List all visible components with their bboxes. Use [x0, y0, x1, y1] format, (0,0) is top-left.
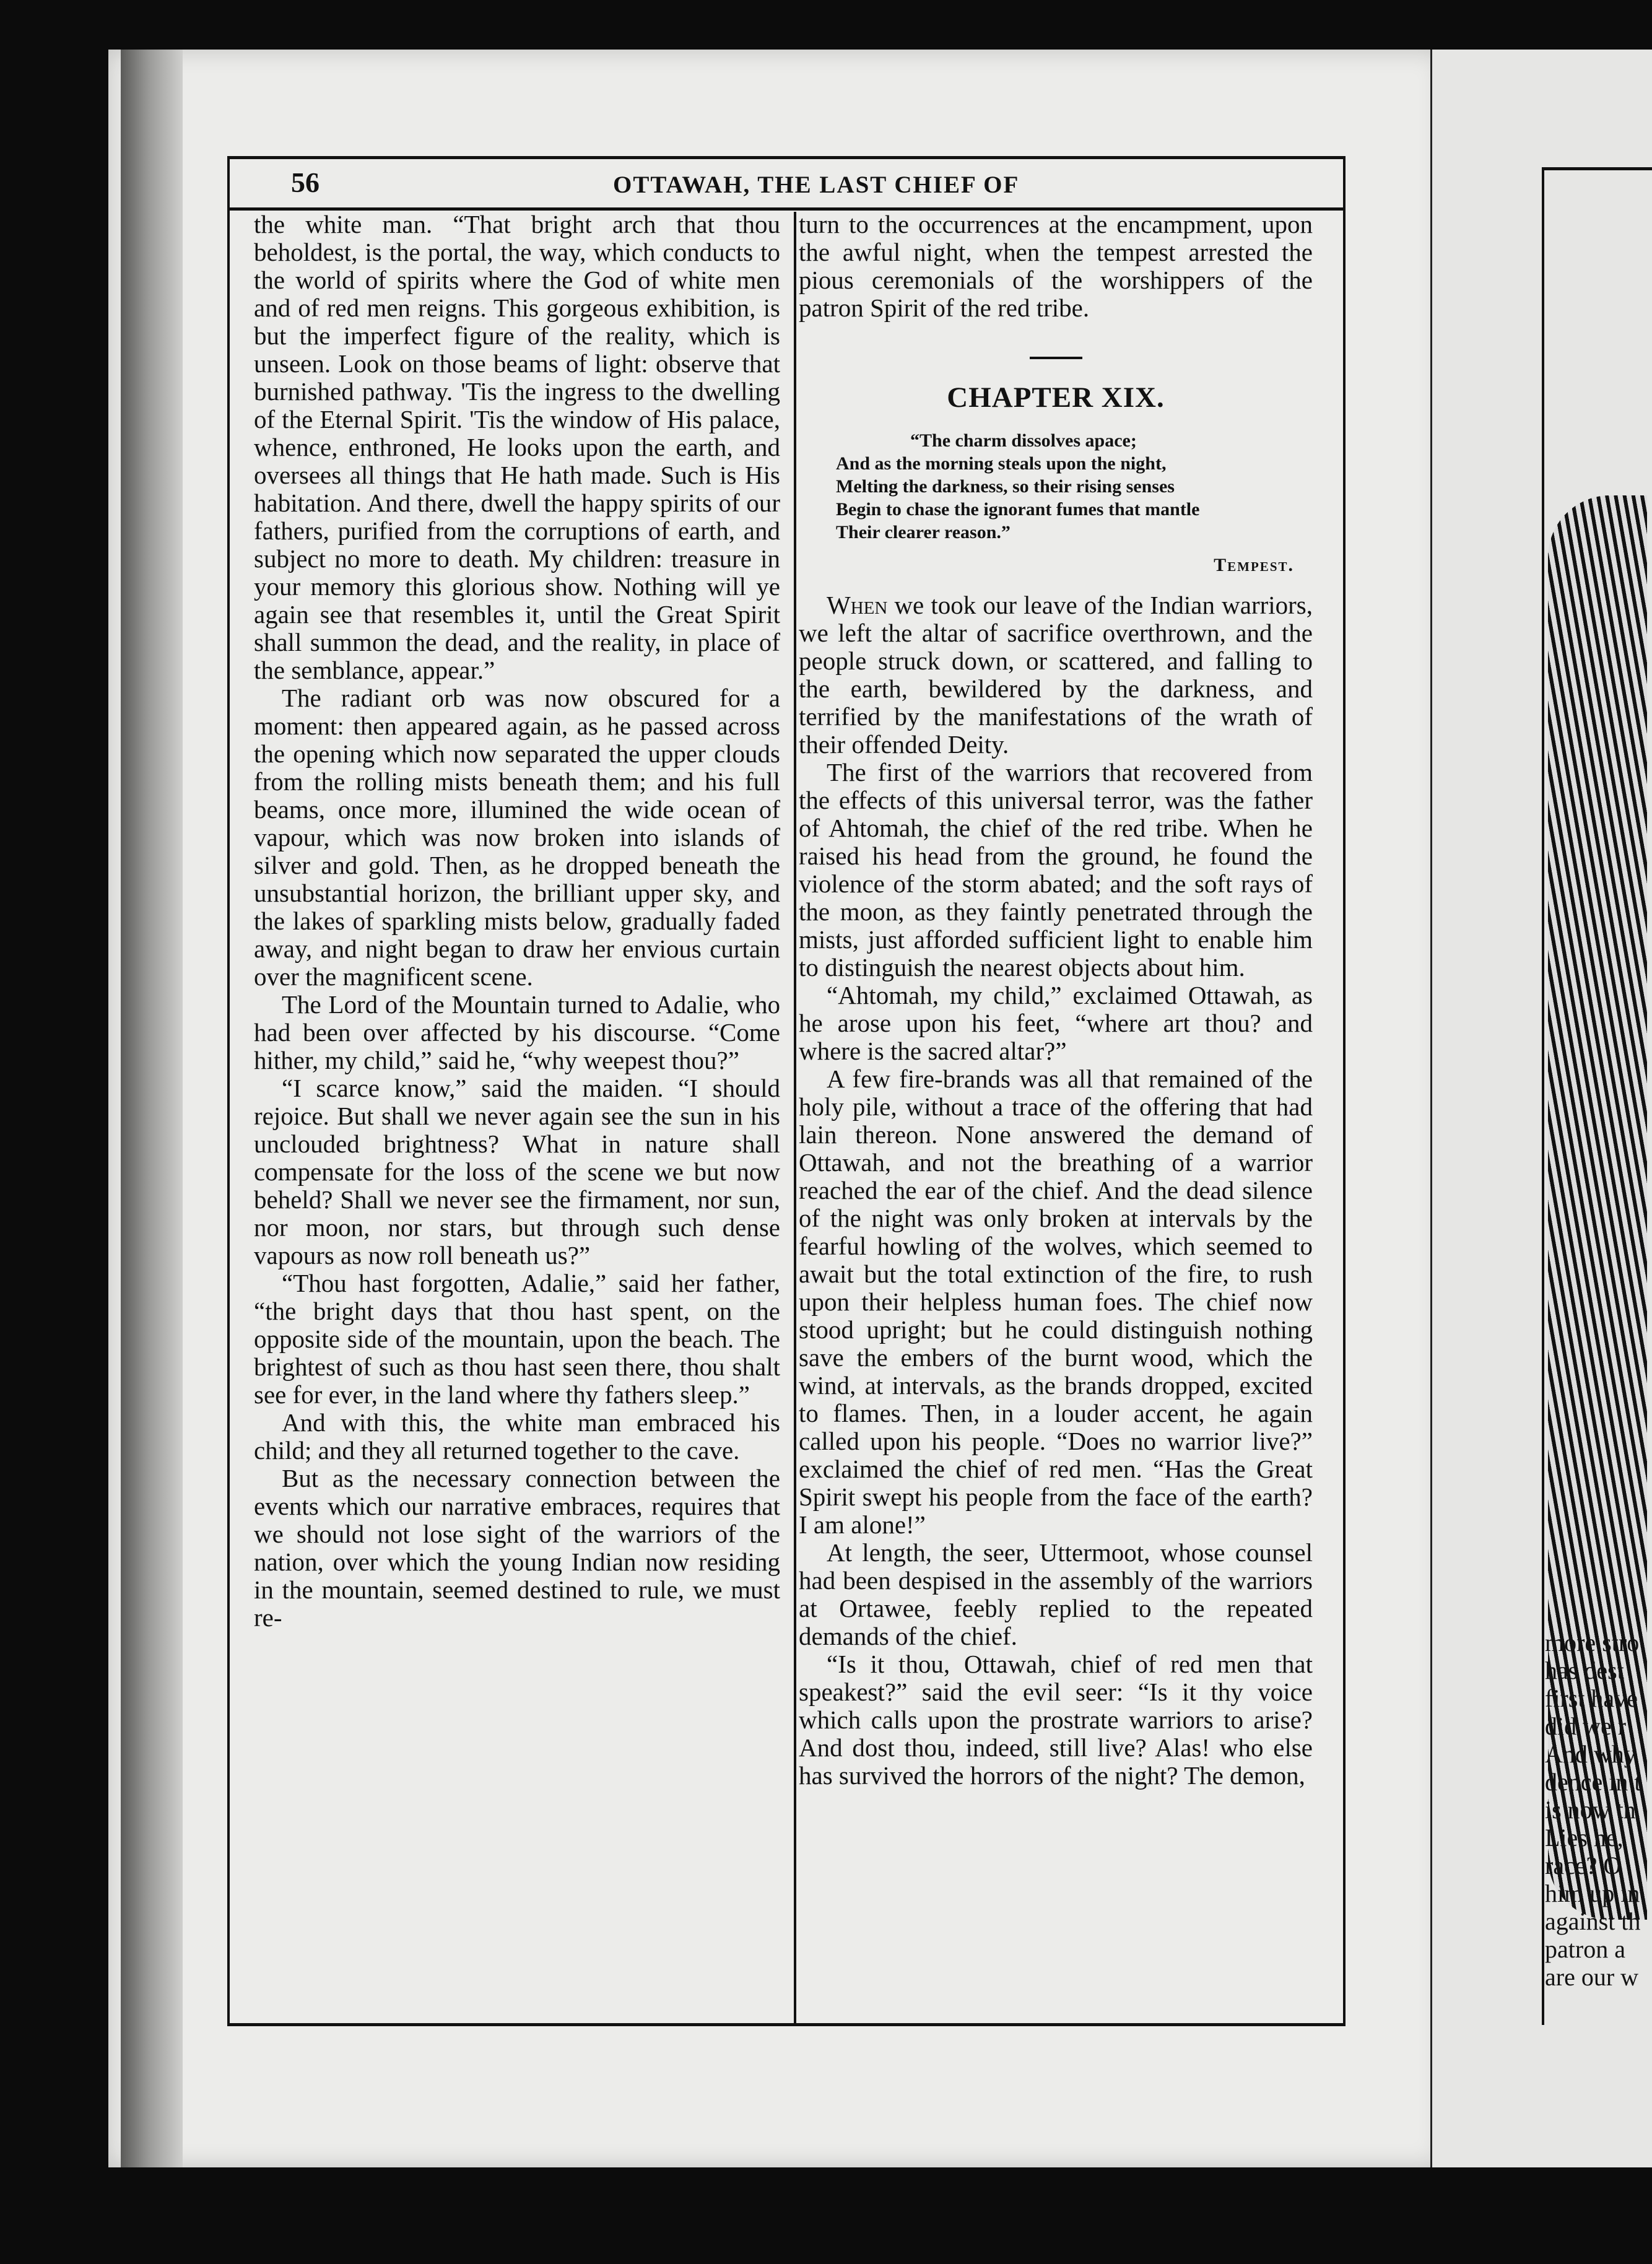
drop-word: When: [827, 591, 888, 619]
paragraph: “Is it thou, Ottawah, chief of red men that speakest?” said the evil seer: “Is it thy voice which calls upon the prostrate warriors to arise? And dost thou, indeed, still live? Alas! who else has survived the horrors of the night? The demon,: [799, 1650, 1313, 1790]
facing-line: are our w: [1545, 1963, 1639, 1991]
paragraph: “I scarce know,” said the maiden. “I should rejoice. But shall we never again see the sun in his unclouded brightness? What in nature shall compensate for the loss of the scene we but now beheld? Shall we never see the firmament, nor sun, nor moon, nor stars, but through such dense vapours as now roll beneath us?”: [254, 1074, 780, 1269]
right-column: [799, 211, 1313, 1790]
facing-line: race? O: [1545, 1852, 1622, 1879]
paragraph: [799, 591, 1313, 759]
running-head: OTTAWAH, THE LAST CHIEF OF: [613, 172, 1020, 198]
facing-page-frame: [1542, 167, 1544, 2025]
facing-line: is now th: [1545, 1796, 1636, 1824]
paragraph: At length, the seer, Uttermoot, whose counsel had been despised in the assembly of the warriors at Ortawee, feebly replied to the repeated demands of the chief.: [799, 1538, 1313, 1650]
facing-line: first have: [1545, 1684, 1638, 1712]
column-divider: [794, 212, 796, 2023]
facing-line: more stro: [1545, 1629, 1640, 1657]
paragraph: The Lord of the Mountain turned to Adalie, who had been over affected by his discourse. “Come hither, my child,” said he, “why weepest thou?”: [254, 990, 780, 1074]
chapter-rule: [1030, 357, 1082, 359]
epigraph-line: Their clearer reason.”: [836, 522, 1011, 542]
epigraph: [799, 429, 1313, 544]
paragraph: “Ahtomah, my child,” exclaimed Ottawah, as he arose upon his feet, “where art thou? and where is the sacred altar?”: [799, 981, 1313, 1065]
facing-line: And why: [1545, 1740, 1637, 1768]
paragraph: “Thou hast forgotten, Adalie,” said her father, “the bright days that thou hast spent, on the opposite side of the mountain, upon the beach. The brightest of such as thou hast seen there, thou shalt see for ever, in the land where thy fathers sleep.”: [254, 1269, 780, 1409]
facing-page-rule: [1542, 167, 1652, 170]
facing-line: Lies he,: [1545, 1824, 1624, 1852]
epigraph-line: Melting the darkness, so their rising senses: [836, 476, 1175, 497]
chapter-title: CHAPTER XIX.: [947, 381, 1165, 414]
facing-line: did we r: [1545, 1712, 1627, 1740]
left-column: [254, 211, 780, 1632]
facing-page-text: [1545, 1629, 1652, 1991]
facing-line: has dest: [1545, 1657, 1624, 1684]
paragraph-text: we took our leave of the Indian warriors, we left the altar of sacrifice overthrown, and the people struck down, or scattered, and falling to the earth, bewildered by the darkness, and terrified by the manifestations of the wrath of their offended Deity.: [799, 591, 1313, 759]
facing-line: against th: [1545, 1907, 1641, 1935]
epigraph-line: “The charm dissolves apace;: [910, 430, 1137, 451]
epigraph-line: Begin to chase the ignorant fumes that mantle: [836, 499, 1200, 520]
facing-line: dence in t: [1545, 1768, 1641, 1796]
page-number: 56: [291, 167, 320, 198]
book-spine: [121, 50, 183, 2167]
paragraph: The radiant orb was now obscured for a moment: then appeared again, as he passed across the opening which now separated the upper clouds from the rolling mists beneath them; and his full beams, once more, illumined the wide ocean of vapour, which was now broken into islands of silver and gold. Then, as he dropped beneath the unsubstantial horizon, the brilliant upper sky, and the lakes of sparkling mists below, gradually faded away, and night began to draw her envious curtain over the magnificent scene.: [254, 684, 780, 991]
epigraph-attribution: Tempest.: [1214, 555, 1294, 575]
paragraph: the white man. “That bright arch that thou beholdest, is the portal, the way, which conducts to the world of spirits where the God of white men and of red men reigns. This gorgeous exhibition, is but the imperfect figure of the reality, which is unseen. Look on those beams of light: observe that burnished pathway. 'Tis the ingress to the dwelling of the Eternal Spirit. 'Tis the window of His palace, whence, enthroned, He looks upon the earth, and oversees all things that He hath made. Such is His habitation. And there, dwell the happy spirits of our fathers, purified from the corruptions of earth, and subject no more to death. My children: treasure in your memory this glorious show. Nothing will ye again see that resembles it, until the Great Spirit shall summon the dead, and the reality, in place of the semblance, appear.”: [254, 210, 780, 684]
epigraph-line: And as the morning steals upon the night,: [836, 453, 1167, 474]
paragraph: But as the necessary connection between the events which our narrative embraces, requires that we should not lose sight of the warriors of the nation, over which the young Indian now residing in the mountain, seemed destined to rule, we must re-: [254, 1464, 780, 1632]
facing-line: him up in: [1545, 1879, 1640, 1907]
facing-line: patron a: [1545, 1935, 1625, 1963]
paragraph: turn to the occurrences at the encampment, upon the awful night, when the tempest arrested the pious ceremonials of the worshippers of the patron Spirit of the red tribe.: [799, 210, 1313, 322]
paragraph: The first of the warriors that recovered from the effects of this universal terror, was the father of Ahtomah, the chief of the red tribe. When he raised his head from the ground, he found the violence of the storm abated; and the soft rays of the moon, as they faintly penetrated through the mists, just afforded sufficient light to enable him to distinguish the nearest objects about him.: [799, 758, 1313, 982]
paragraph: A few fire-brands was all that remained of the holy pile, without a trace of the offering that had lain thereon. None answered the demand of Ottawah, and not the breathing of a warrior reached the ear of the chief. And the dead silence of the night was only broken at intervals by the fearful howling of the wolves, which seemed to await but the total extinction of the fire, to rush upon their helpless human foes. The chief now stood upright; but he could distinguish nothing save the embers of the burnt wood, which the wind, at intervals, as the brands dropped, excited to flames. Then, in a louder accent, he again called upon his people. “Does no warrior live?” exclaimed the chief of red men. “Has the Great Spirit swept his people from the face of the earth? I am alone!”: [799, 1065, 1313, 1539]
paragraph: And with this, the white man embraced his child; and they all returned together to the cave.: [254, 1408, 780, 1465]
